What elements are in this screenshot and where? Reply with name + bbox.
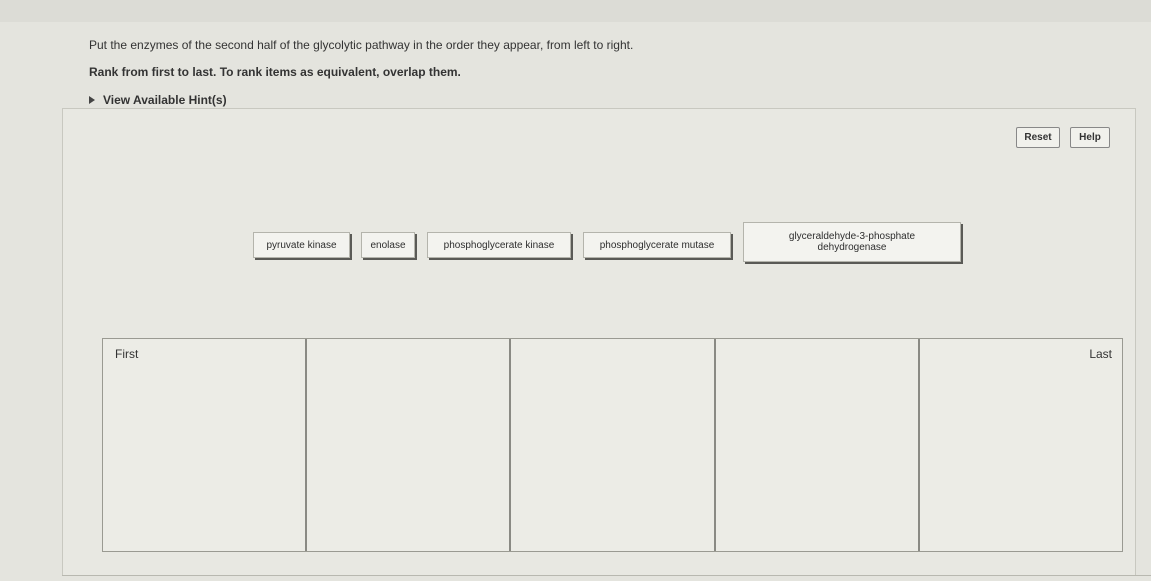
item-enolase[interactable]: enolase bbox=[361, 232, 415, 258]
rank-drop-area bbox=[102, 338, 1123, 552]
item-gapdh[interactable] bbox=[743, 222, 961, 262]
item-gapdh-line2: dehydrogenase bbox=[817, 242, 887, 253]
item-pyruvate-kinase[interactable]: pyruvate kinase bbox=[253, 232, 350, 258]
last-label: Last bbox=[1089, 347, 1113, 361]
item-phosphoglycerate-kinase[interactable]: phosphoglycerate kinase bbox=[427, 232, 571, 258]
first-label: First bbox=[115, 347, 139, 361]
rank-slot-3[interactable] bbox=[511, 339, 715, 551]
item-gapdh-line1: glyceraldehyde-3-phosphate bbox=[788, 231, 916, 242]
view-hints-label: View Available Hint(s) bbox=[103, 93, 227, 107]
rank-instruction: Rank from first to last. To rank items as equivalent, overlap them. bbox=[89, 65, 461, 79]
rank-slot-5[interactable] bbox=[920, 339, 1122, 551]
rank-slot-4[interactable] bbox=[716, 339, 920, 551]
reset-button[interactable]: Reset bbox=[1016, 127, 1060, 148]
top-strip bbox=[0, 0, 1151, 22]
divider bbox=[62, 575, 1151, 576]
rank-slot-1[interactable] bbox=[103, 339, 307, 551]
caret-right-icon bbox=[89, 96, 95, 104]
item-phosphoglycerate-mutase[interactable]: phosphoglycerate mutase bbox=[583, 232, 731, 258]
help-button[interactable]: Help bbox=[1070, 127, 1110, 148]
question-instruction: Put the enzymes of the second half of the glycolytic pathway in the order they appear, from left to right. bbox=[89, 38, 634, 52]
view-hints-toggle[interactable] bbox=[89, 93, 227, 107]
rank-slot-2[interactable] bbox=[307, 339, 511, 551]
